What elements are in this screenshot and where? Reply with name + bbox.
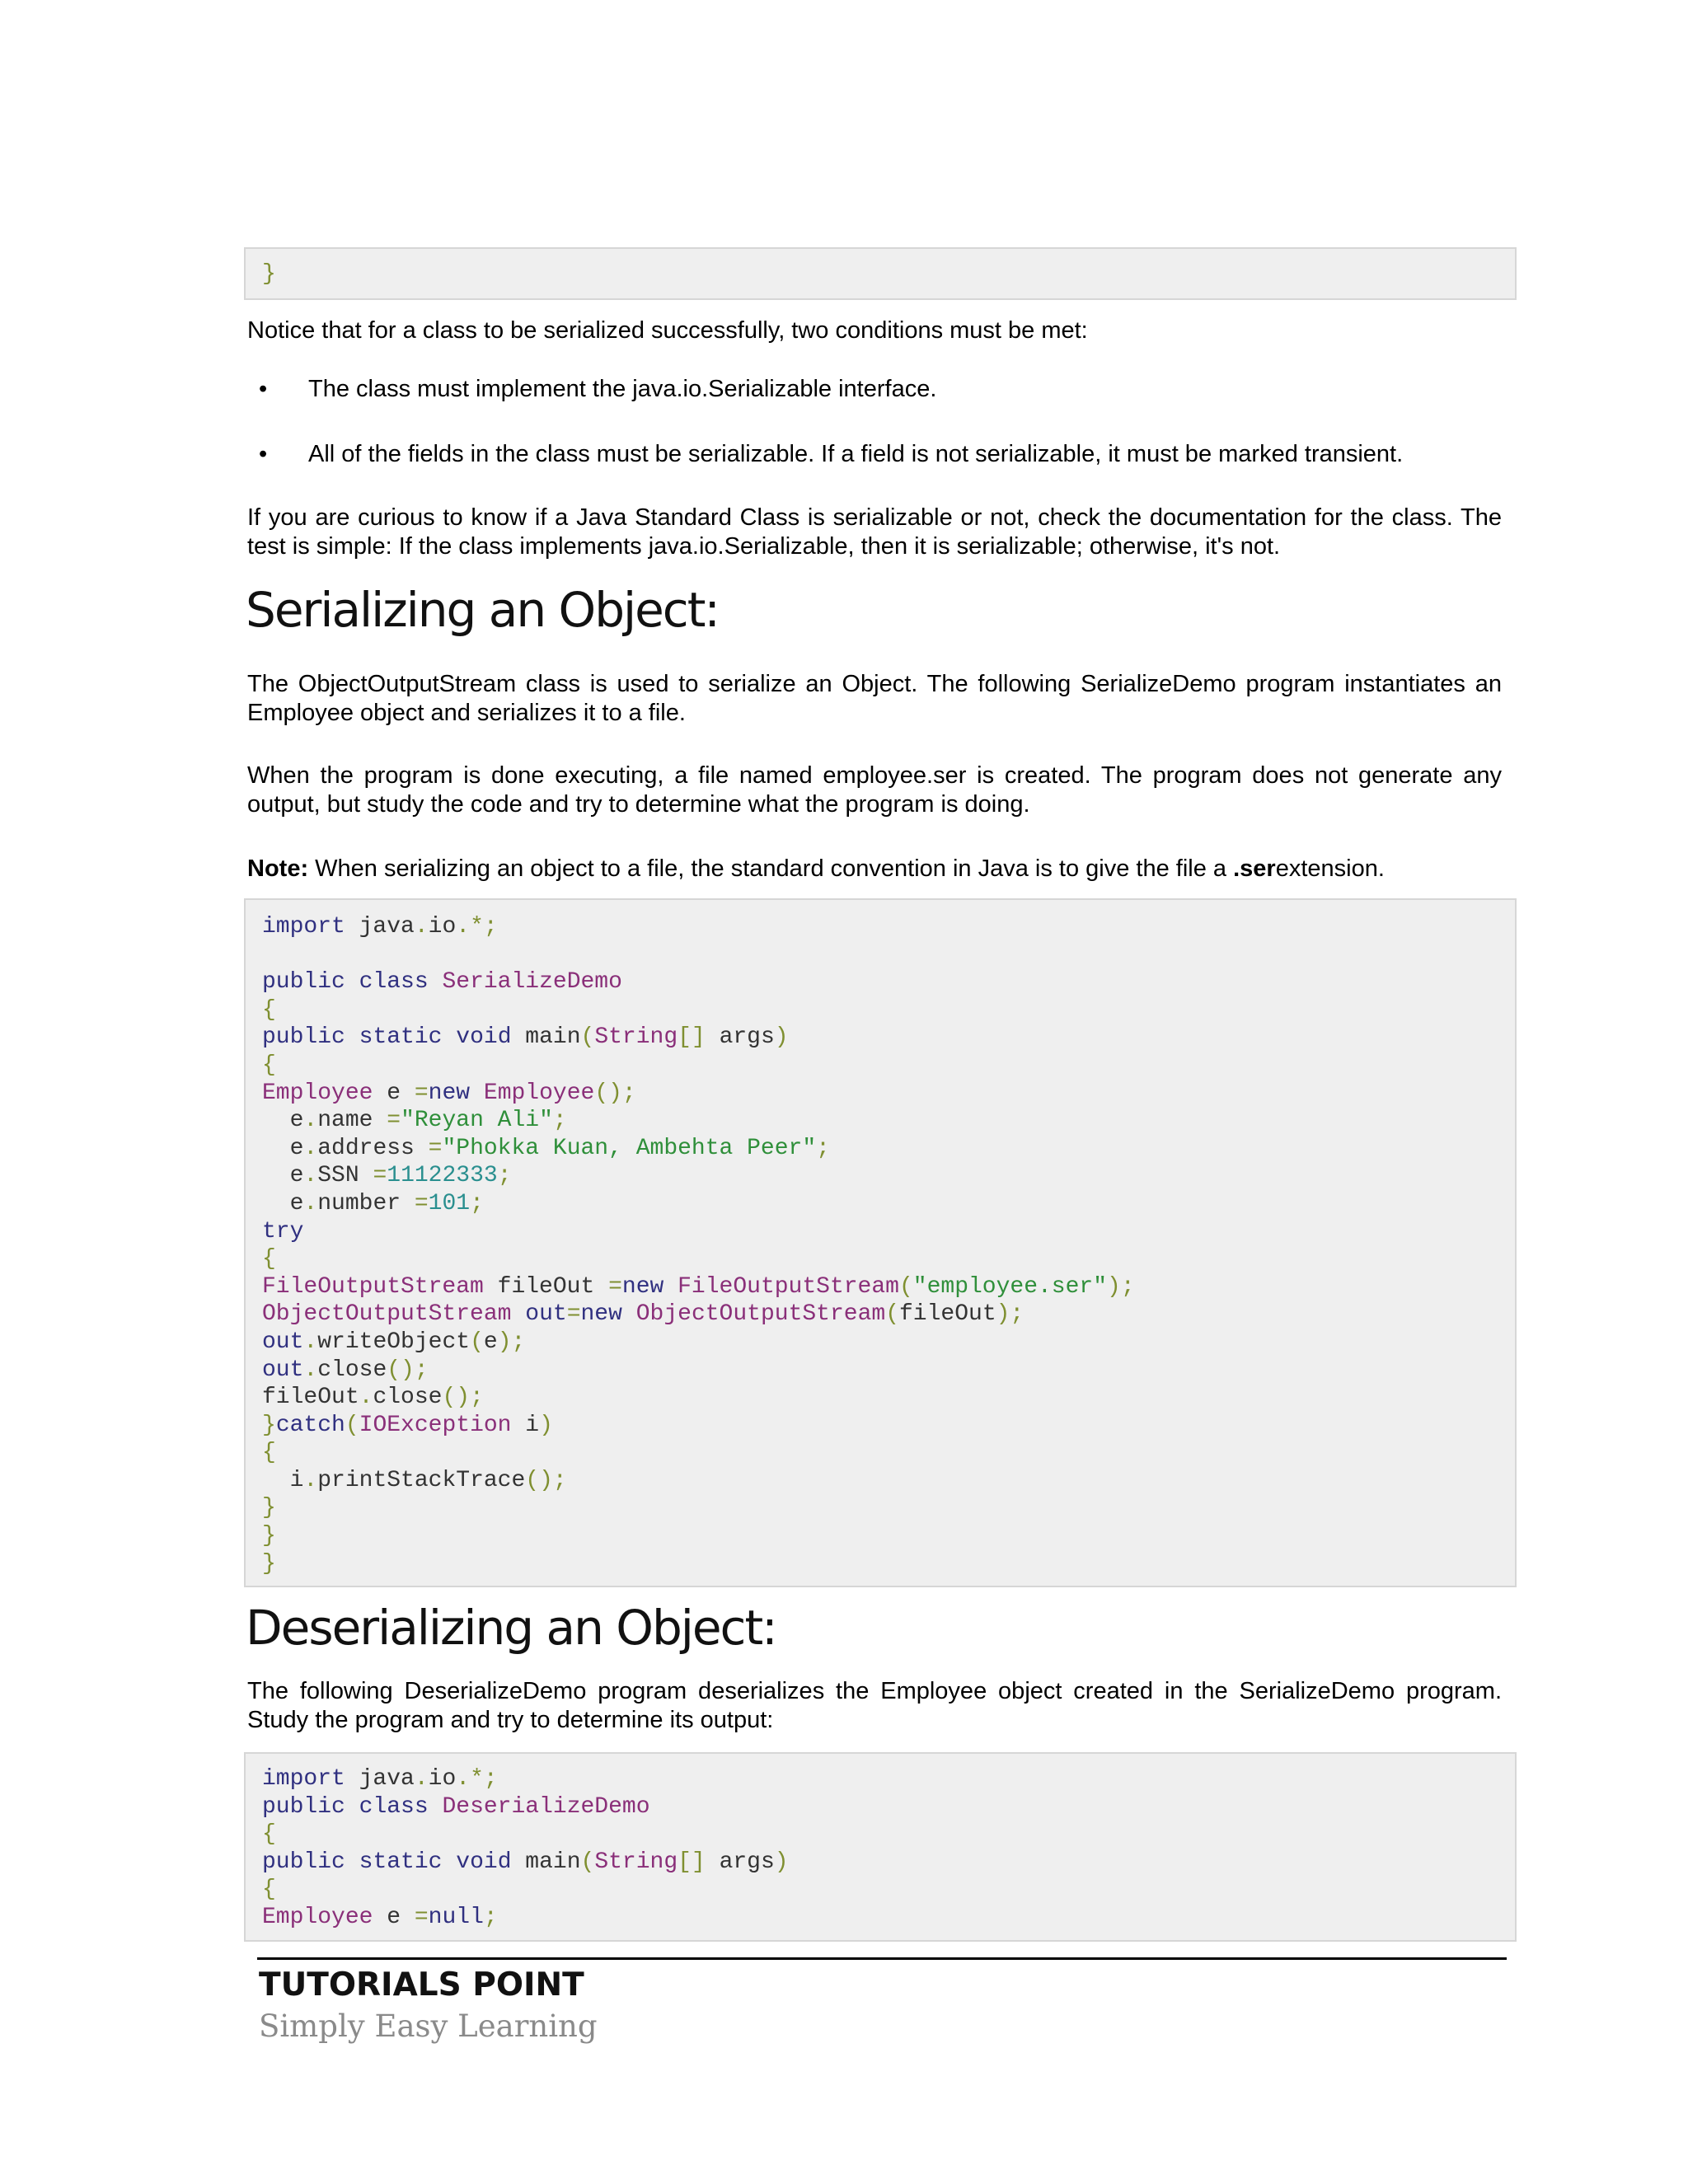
- code-token: "Phokka Kuan, Ambehta Peer": [442, 1135, 817, 1161]
- bullet-item-2: [247, 440, 1517, 473]
- code-token: .*;: [456, 1766, 498, 1792]
- code-line: [262, 941, 1498, 969]
- code-token: ): [774, 1849, 789, 1875]
- code-token: i: [511, 1412, 540, 1438]
- serializing-paragraph-1: The ObjectOutputStream class is used to serialize an Object. The following SerializeDemo program instantiates an Employee object and serializes it to a file.: [247, 671, 1502, 726]
- code-token: main: [511, 1024, 581, 1051]
- code-token: name: [317, 1108, 387, 1134]
- code-line: [262, 1904, 1498, 1932]
- code-token: [622, 1301, 636, 1327]
- code-token: Employee: [483, 1080, 595, 1106]
- code-token: address: [317, 1135, 429, 1161]
- code-token: void: [456, 1024, 512, 1051]
- code-line: [262, 1550, 1498, 1578]
- code-token: e: [262, 1190, 304, 1216]
- code-token: static: [359, 1849, 443, 1875]
- code-block-serialize-demo: [244, 898, 1517, 1587]
- code-token: ();: [387, 1357, 429, 1383]
- code-token: [429, 1794, 443, 1820]
- code-token: public: [262, 1024, 345, 1051]
- code-token: ObjectOutputStream: [635, 1301, 886, 1328]
- code-token: e: [262, 1108, 304, 1134]
- code-token: (: [470, 1329, 484, 1355]
- code-token: FileOutputStream: [678, 1273, 899, 1300]
- code-token: FileOutputStream: [262, 1273, 484, 1300]
- code-token: [663, 1274, 678, 1300]
- code-token: .*;: [456, 914, 498, 940]
- code-token: printStackTrace: [317, 1467, 526, 1493]
- code-line: [262, 1849, 1498, 1877]
- code-token: {: [262, 1877, 276, 1903]
- code-line: [262, 1190, 1498, 1218]
- footer-tagline: Simply Easy Learning: [259, 2008, 598, 2044]
- code-token: IOException: [359, 1412, 512, 1438]
- code-token: .: [414, 914, 429, 940]
- code-token: }: [262, 1412, 276, 1438]
- code-line: [262, 1522, 1498, 1550]
- code-token: out: [525, 1301, 567, 1328]
- code-token: number: [317, 1190, 415, 1216]
- code-line: [262, 996, 1498, 1024]
- code-token: ;: [816, 1135, 830, 1161]
- code-token: ;: [483, 1904, 498, 1930]
- code-line: [262, 260, 1498, 288]
- code-token: ): [774, 1024, 789, 1051]
- code-token: [345, 969, 359, 995]
- code-token: .: [303, 1357, 318, 1383]
- code-line: [262, 1245, 1498, 1273]
- code-line: [262, 1107, 1498, 1135]
- code-token: DeserializeDemo: [442, 1793, 650, 1820]
- code-token: }: [262, 261, 276, 287]
- code-line: [262, 1052, 1498, 1080]
- code-token: args: [705, 1849, 775, 1875]
- code-token: void: [456, 1849, 512, 1875]
- code-token: import: [262, 1766, 345, 1792]
- code-line: [262, 1024, 1498, 1052]
- code-token: []: [678, 1849, 706, 1875]
- code-token: 101: [428, 1190, 471, 1216]
- code-token: .: [414, 1766, 429, 1792]
- code-token: Employee: [262, 1080, 373, 1106]
- code-line: [262, 913, 1498, 941]
- code-token: class: [359, 1793, 429, 1820]
- code-line: [262, 968, 1498, 996]
- code-line: [262, 1384, 1498, 1412]
- code-token: java: [345, 914, 415, 940]
- code-token: =: [566, 1301, 581, 1328]
- code-token: close: [317, 1357, 387, 1383]
- code-token: args: [705, 1024, 775, 1051]
- serializing-paragraph-2: When the program is done executing, a file named employee.ser is created. The program does not generate any output, but study the code and try to determine what the program is doing.: [247, 762, 1502, 818]
- code-token: new: [621, 1273, 664, 1300]
- deserializing-paragraph: The following DeserializeDemo program deserializes the Employee object created in the SerializeDemo program. Study the program and try to determine its output:: [247, 1678, 1502, 1733]
- note-label: Note:: [247, 855, 309, 882]
- code-token: public: [262, 1849, 345, 1875]
- code-token: main: [511, 1849, 581, 1875]
- code-token: =: [428, 1135, 443, 1161]
- code-line: [262, 1494, 1498, 1522]
- code-token: .: [303, 1190, 318, 1216]
- code-token: =: [414, 1904, 429, 1930]
- intro-paragraph: Notice that for a class to be serialized successfully, two conditions must be met:: [247, 317, 1088, 344]
- code-token: {: [262, 1052, 276, 1078]
- code-line: [262, 1765, 1498, 1793]
- code-token: .: [359, 1385, 373, 1411]
- code-token: =: [387, 1108, 401, 1134]
- code-token: "employee.ser": [912, 1273, 1108, 1300]
- serializable-check-paragraph: If you are curious to know if a Java Standard Class is serializable or not, check the documentation for the class. The test is simple: If the class implements java.io.Serializable, then it is serializable; otherwise, it's not.: [247, 504, 1502, 560]
- code-token: ): [539, 1412, 553, 1438]
- code-token: 11122333: [387, 1163, 498, 1189]
- code-token: {: [262, 1821, 276, 1848]
- code-token: (: [580, 1024, 595, 1051]
- code-token: Employee: [262, 1904, 373, 1930]
- code-token: {: [262, 996, 276, 1023]
- code-line: [262, 1412, 1498, 1440]
- code-token: [470, 1080, 484, 1106]
- code-token: e: [483, 1329, 498, 1355]
- code-token: class: [359, 969, 429, 996]
- code-token: fileOut: [262, 1385, 359, 1411]
- code-token: [345, 1794, 359, 1820]
- code-token: try: [262, 1218, 304, 1244]
- code-token: }: [262, 1523, 276, 1549]
- code-token: );: [996, 1301, 1025, 1328]
- code-token: }: [262, 1550, 276, 1577]
- code-token: .: [303, 1467, 318, 1493]
- code-token: =: [414, 1190, 429, 1216]
- code-block-top: [244, 247, 1517, 300]
- bullet-icon: •: [259, 441, 268, 467]
- code-token: out: [262, 1329, 304, 1355]
- footer-divider: [257, 1957, 1507, 1960]
- code-token: =: [373, 1163, 387, 1189]
- code-token: String: [594, 1849, 678, 1875]
- code-token: []: [678, 1024, 706, 1051]
- code-token: "Reyan Ali": [401, 1108, 553, 1134]
- code-token: ;: [497, 1163, 512, 1189]
- code-token: [442, 1024, 456, 1050]
- code-line: [262, 1329, 1498, 1357]
- bullet-text: The class must implement the java.io.Serializable interface.: [308, 376, 937, 402]
- code-token: .: [303, 1108, 318, 1134]
- code-token: SSN: [317, 1163, 373, 1189]
- code-token: public: [262, 1793, 345, 1820]
- bullet-text: All of the fields in the class must be serializable. If a field is not serializable, it must be marked transient.: [308, 441, 1404, 467]
- section-heading-serializing: Serializing an Object:: [246, 582, 719, 638]
- code-line: [262, 1135, 1498, 1163]
- code-token: (: [885, 1301, 899, 1328]
- code-token: .: [303, 1135, 318, 1161]
- code-token: (: [345, 1412, 359, 1438]
- code-token: writeObject: [317, 1329, 471, 1355]
- code-token: catch: [275, 1412, 345, 1438]
- code-token: fileOut: [899, 1301, 996, 1328]
- code-token: (: [580, 1849, 595, 1875]
- code-block-deserialize-demo: [244, 1752, 1517, 1942]
- code-token: [429, 969, 443, 995]
- section-heading-deserializing: Deserializing an Object:: [246, 1600, 776, 1656]
- code-token: {: [262, 1440, 276, 1466]
- code-line: [262, 1218, 1498, 1246]
- code-token: io: [428, 914, 457, 940]
- code-token: static: [359, 1024, 443, 1051]
- code-token: .: [303, 1329, 318, 1355]
- code-line: [262, 1357, 1498, 1385]
- code-token: new: [580, 1301, 622, 1328]
- code-line: [262, 1439, 1498, 1467]
- code-token: [442, 1849, 456, 1875]
- code-token: =: [608, 1273, 622, 1300]
- code-token: );: [1107, 1273, 1135, 1300]
- code-line: [262, 1273, 1498, 1301]
- code-token: =: [414, 1080, 429, 1106]
- code-token: SerializeDemo: [442, 969, 622, 996]
- code-token: }: [262, 1495, 276, 1521]
- code-line: [262, 1876, 1498, 1904]
- code-token: java: [345, 1766, 415, 1792]
- code-token: );: [497, 1329, 526, 1355]
- code-token: ObjectOutputStream: [262, 1301, 512, 1328]
- code-line: [262, 1793, 1498, 1821]
- code-token: e: [373, 1080, 415, 1106]
- code-token: public: [262, 969, 345, 996]
- code-token: new: [428, 1080, 471, 1106]
- code-token: ;: [470, 1190, 484, 1216]
- footer-brand: TUTORIALS POINT: [259, 1966, 584, 2004]
- code-token: e: [262, 1163, 304, 1189]
- code-token: ();: [442, 1385, 484, 1411]
- code-token: [511, 1301, 525, 1327]
- code-token: e: [373, 1904, 415, 1930]
- code-token: String: [594, 1024, 678, 1051]
- note-paragraph: [247, 855, 1502, 883]
- code-token: io: [428, 1766, 457, 1792]
- code-token: [345, 1024, 359, 1050]
- code-token: i: [262, 1467, 304, 1493]
- code-line: [262, 1162, 1498, 1190]
- code-token: close: [373, 1385, 443, 1411]
- code-line: [262, 1467, 1498, 1495]
- note-tail: extension.: [1275, 855, 1385, 882]
- code-token: ();: [594, 1080, 636, 1106]
- code-line: [262, 1301, 1498, 1329]
- code-token: (: [898, 1273, 913, 1300]
- code-token: out: [262, 1357, 304, 1383]
- code-line: [262, 1080, 1498, 1108]
- code-token: ();: [525, 1467, 567, 1493]
- bullet-icon: •: [259, 376, 268, 402]
- bullet-item-1: [247, 375, 1517, 408]
- code-token: {: [262, 1246, 276, 1272]
- code-token: [345, 1849, 359, 1875]
- code-token: ;: [552, 1108, 567, 1134]
- code-line: [262, 1821, 1498, 1849]
- note-extension: .ser: [1233, 855, 1276, 882]
- code-token: fileOut: [483, 1273, 609, 1300]
- code-token: e: [262, 1135, 304, 1161]
- note-text: When serializing an object to a file, the standard convention in Java is to give the file a: [308, 855, 1234, 882]
- code-token: .: [303, 1163, 318, 1189]
- code-token: import: [262, 914, 345, 940]
- code-token: null: [428, 1904, 484, 1930]
